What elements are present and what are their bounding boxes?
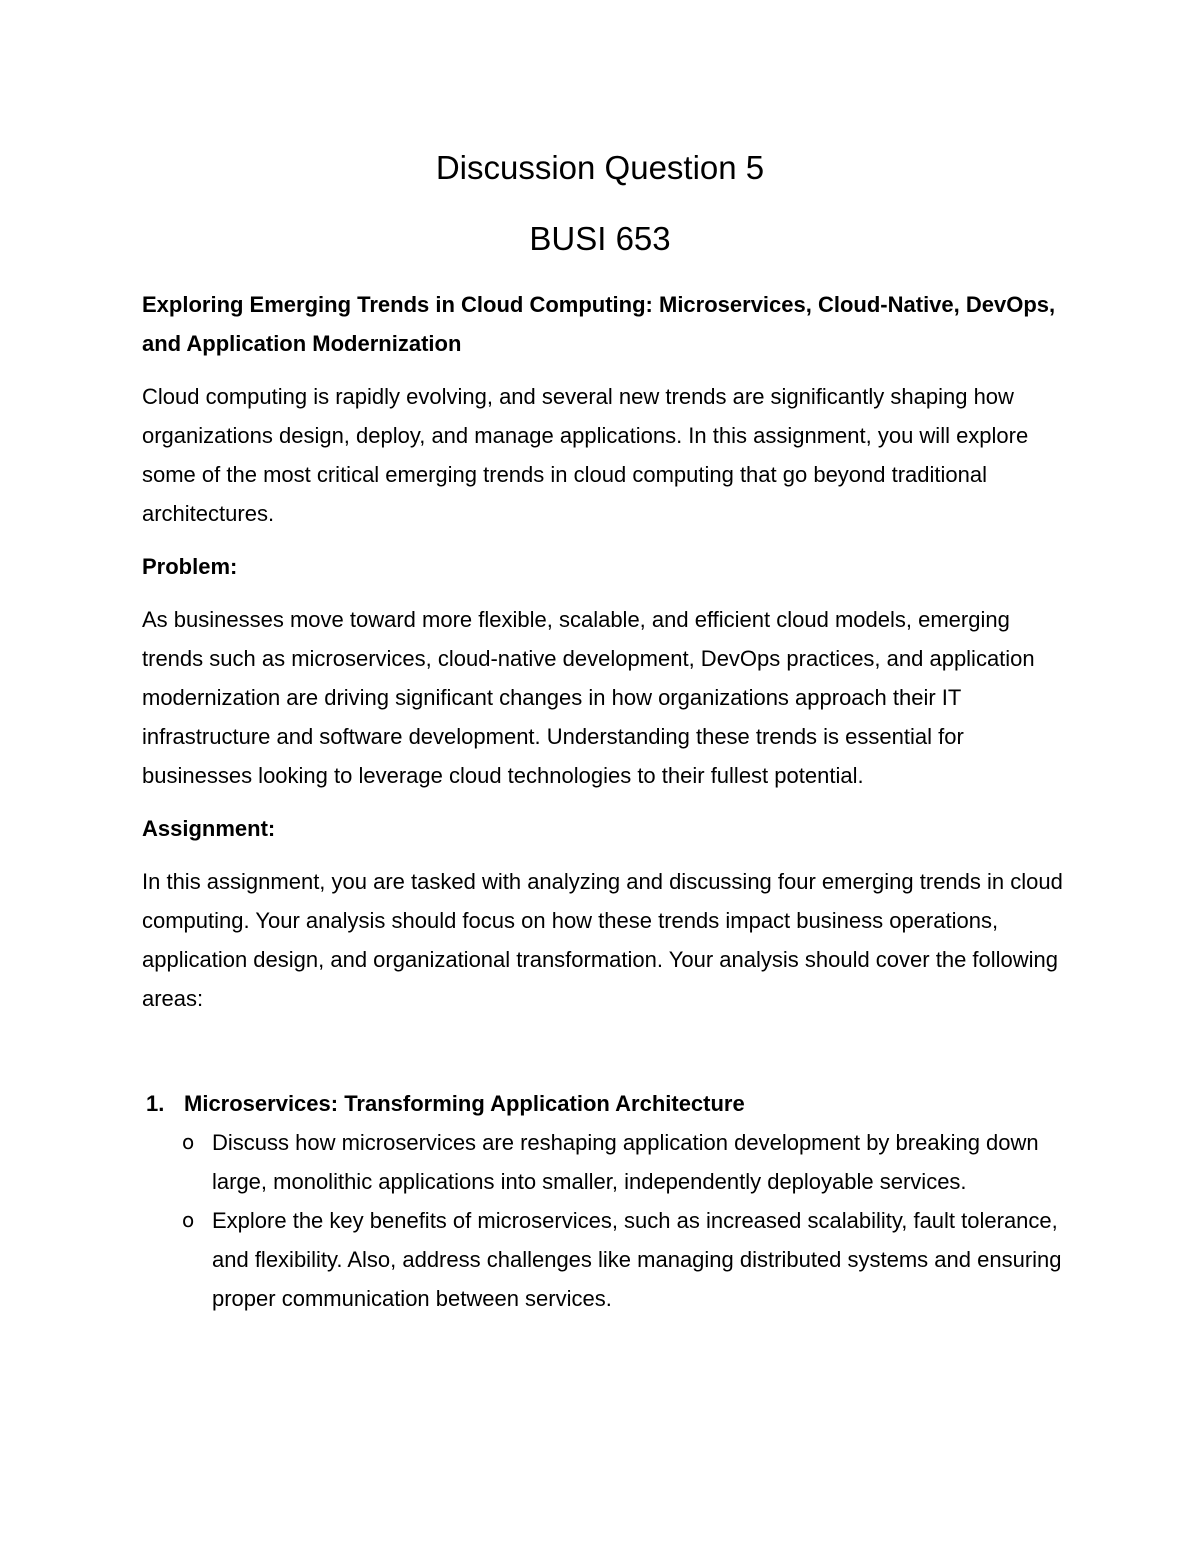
trends-list bbox=[142, 1084, 1072, 1318]
bullet-text: Explore the key benefits of microservices, such as increased scalability, fault tolerance, and flexibility. Also, address challenges like managing distributed systems and ensuring proper communication between services. bbox=[212, 1208, 1062, 1311]
list-item-title: Microservices: Transforming Application Architecture bbox=[184, 1091, 745, 1116]
document-title: Discussion Question 5 bbox=[435, 149, 765, 186]
bullet-item bbox=[184, 1201, 1072, 1318]
bullet-text: Discuss how microservices are reshaping application development by breaking down large, monolithic applications into smaller, independently deployable services. bbox=[212, 1130, 1039, 1194]
bullet-item bbox=[184, 1123, 1072, 1201]
assignment-paragraph: In this assignment, you are tasked with analyzing and discussing four emerging trends in cloud computing. Your analysis should focus on how these trends impact business operations, application design, and organizational transformation. Your analysis should cover the following areas: bbox=[142, 869, 1063, 1011]
problem-heading: Problem: bbox=[142, 554, 238, 579]
list-item bbox=[142, 1084, 1072, 1318]
document-body bbox=[142, 285, 1072, 1318]
problem-paragraph: As businesses move toward more flexible, scalable, and efficient cloud models, emerging trends such as microservices, cloud-native development, DevOps practices, and application modernization are driving significant changes in how organizations approach their IT infrastructure and software development. Understanding these trends is essential for businesses looking to leverage cloud technologies to their fullest potential. bbox=[142, 607, 1035, 788]
circle-bullet-icon: o bbox=[182, 1130, 195, 1154]
intro-paragraph: Cloud computing is rapidly evolving, and several new trends are significantly shaping how organizations design, deploy, and manage applications. In this assignment, you will explore some of the most critical emerging trends in cloud computing that go beyond traditional architectures. bbox=[142, 384, 1029, 526]
list-item-number: 1. bbox=[146, 1091, 165, 1116]
circle-bullet-icon: o bbox=[182, 1208, 195, 1232]
assignment-heading: Assignment: bbox=[142, 816, 276, 841]
course-code: BUSI 653 bbox=[529, 220, 671, 257]
document-subtitle: Exploring Emerging Trends in Cloud Computing: Microservices, Cloud-Native, DevOps, and Application Modernization bbox=[142, 292, 1056, 356]
section-spacer bbox=[142, 1032, 1072, 1084]
bullet-list bbox=[184, 1123, 1072, 1318]
